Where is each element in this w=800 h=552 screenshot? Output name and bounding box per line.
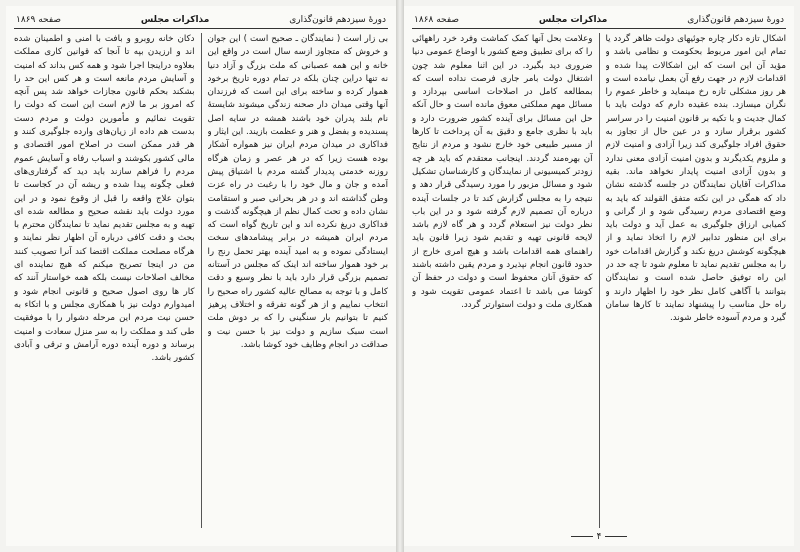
right-page-title: مذاکرات مجلس — [538, 15, 608, 25]
right-page-column-left-text: وعلامت بحل آنها کمک کماشت وفرد خرد راههائی را که برای تطبیق وضع کشور با اوضاع عمومی دنیا ضروری دید بگیرد. در این اثنا معلوم شد چون اشتغال دولت بامر جاری فرصت نداده است که بمطالعه کامل در اصلاحات اساسی بپردازد و مسائل مهم مملکتی معوق مانده است و حال آنکه حل این مسائل برای آینده کشور ضرورت دارد و باید با نظری جامع و دقیق به آن پرداخت تا کارها از مسیر طبیعی خود خارج نشود و مردم از نتایج آن بهره‌مند گردند. اینجانب معتقدم که باید هر چه زودتر کمیسیونی از نمایندگان و کارشناسان تشکیل شود و مسائل مزبور را مورد رسیدگی قرار دهد و نتیجه را به مجلس گزارش کند تا در جلسات آینده درباره آن تصمیم لازم گرفته شود و در این باب نظر دولت نیز استعلام گردد و هر گاه لازم باشد لایحه قانونی تهیه و تقدیم شود زیرا قانون باید راهنمای همه اقدامات باشد و هیچ امری خارج از حدود قانون انجام نپذیرد و مردم یقین داشته باشند که حقوق آنان محفوظ است و دولت در حفظ آن کوشا می باشد تا اعتماد عمومی تقویت شود و همکاری ملت و دولت استوارتر گردد. — [412, 34, 593, 310]
left-page-column-left — [14, 33, 195, 528]
left-page-column-right — [208, 33, 389, 528]
left-page-header — [14, 12, 388, 29]
right-page-header — [412, 12, 786, 29]
left-page-column-right-text: بی زار است ( نمایندگان ـ صحیح است ) این جوان و خروش که متجاوز ازسه سال است در واقع این خانه و این همه عصبانی که ملت بزرگ و آزاد دنیا نه تنها دراین چنان بلکه در تمام دوره تاریخ برخود هموار کرده و ساخته برای این است که فرزندان آنها وقتی میدان دار صحنه زندگی میشوند شایستهٔ نام بلند پدران خود باشند همشه در سایه اصل پسندیده و بفضل و هنر و عظمت بازیند. این ایثار و فداکاری در میدان مردم ایران نیز همواره آشکار بوده هست زیرا که در هر عصر و زمان هرگاه روزنه خدمتی پدیدار گشته مردم با اشتیاق پیش آمده و جان و مال خود را با رغبت در راه عزت وطن گذاشته اند و در هر بحرانی صبر و استقامت نشان داده و تحت کمال نظم از هیچگونه گذشت و فداکاری دریغ نکرده اند و این تاریخ گواه است که مردم ایران همیشه در برابر پیشامدهای سخت ایستادگی نموده و به امید آینده بهتر تحمل رنج را بر خود هموار ساخته اند اینک که مجلس در آستانه تصمیم بزرگی قرار دارد باید با نظر وسیع و دقت کامل و با توجه به مصالح عالیه کشور راه صحیح را انتخاب نماییم و از هر گونه تفرقه و اختلاف پرهیز کنیم تا بتوانیم بار سنگینی را که بر دوش ملت است سبک سازیم و دولت نیز با حسن نیت و صداقت در انجام وظایف خود کوشا باشد. — [207, 34, 388, 350]
book-gutter — [396, 0, 404, 552]
right-page-columns — [412, 33, 786, 528]
left-page — [6, 6, 396, 546]
column-divider — [599, 33, 600, 528]
right-page-column-left — [412, 33, 593, 528]
right-page-session: دورهٔ سیزدهم قانون‌گذاری — [687, 15, 784, 25]
left-page-title: مذاکرات مجلس — [140, 15, 210, 25]
right-page-column-right-text: اشکال تازه دکار چاره جوئیهای دولت ظاهر گردد یا تمام این امور مربوط بحکومت و نظامی باشد و مؤید آن این است که این اشکالات پیدا شده و اقدامات لازم در جهت رفع آن بعمل نیامده است و هر روز مشکلی تازه رخ مینماید و خاطر عموم را نگران میسازد. بنده عقیده دارم که دولت باید با کمال جدیت و با تکیه بر قانون امنیت را در سراسر کشور برقرار سازد و در عین حال از تجاوز به حقوق افراد جلوگیری کند زیرا آزادی و امنیت لازم و ملزوم یکدیگرند و بدون امنیت آزادی معنی ندارد و بدون آزادی امنیت پایدار نخواهد ماند. بقیه مذاکرات آقایان نمایندگان در جلسه گذشته نشان داد که همگی در این نکته متفق القولند که باید به وضع اقتصادی مردم رسیدگی شود و از گرانی و کمیابی ارزاق جلوگیری به عمل آید و دولت باید برای این منظور تدابیر لازم را اتخاذ نماید و از هیچگونه کوشش دریغ نکند و گزارش اقدامات خود را به مجلس تقدیم نماید تا معلوم شود تا چه حد در این راه توفیق حاصل شده است و نمایندگان بتوانند با آگاهی کامل نظر خود را اظهار دارند و راه حل مناسب را پیشنهاد نمایند تا کارها سامان گیرد و مردم آسوده خاطر شوند. — [605, 34, 786, 324]
left-page-number-header: صفحه ۱۸۶۹ — [16, 15, 62, 25]
right-page-footer-number: ۴ — [404, 532, 794, 542]
right-page-number-header: صفحه ۱۸۶۸ — [414, 15, 460, 25]
column-divider — [201, 33, 202, 528]
left-page-columns — [14, 33, 388, 528]
right-page — [404, 6, 794, 546]
right-page-column-right — [606, 33, 787, 528]
left-page-column-left-text: دکان خانه روبرو و بافت با امنی و اطمینان شده اند و ارزیدن بپه تا آنجا که قوانین کاری مملکت بعلاوه دراینجا اجرا شود و همه کس بداند که امنیت و آسایش مردم مانعه است و هر کس این حد را بشکند بحکم قانون مجازات خواهد شد پس آنچه که امروز بر ما لازم است این است که دولت را تقویت نمائیم و مأمورین دولت و مردم دست بدست هم داده از زیان‌های وارده جلوگیری کنند و هر قدر ممکن است در اصلاح امور اقتصادی و مالی کشور بکوشند و اسباب رفاه و آسایش عموم مردم را فراهم سازند باید دید که گرفتاری‌های فعلی چگونه پیدا شده و ریشه آن در کجاست تا بتوان علاج واقعه را قبل از وقوع نمود و در این مورد دولت باید نقشه صحیح و مطالعه شده ای تهیه و به مجلس تقدیم نماید تا نمایندگان محترم با بحث و دقت کافی درباره آن اظهار نظر نمایند و هرگاه مصلحت مملکت اقتضا کند آنرا تصویب کنند من در اینجا تصریح میکنم که هیچ نماینده ای مخالف اصلاحات نیست بلکه همه خواستار آنند که کار ها روی اصول صحیح و قانونی انجام شود و امیدوارم دولت نیز با همکاری مجلس و با اتکاء به حسن نیت مردم این مرحله دشوار را با موفقیت طی کند و مملکت را به سر منزل سعادت و امنیت برساند و دوره آینده دوره آرامش و ترقی و آبادی کشور باشد. — [14, 34, 195, 364]
left-page-session: دورهٔ سیزدهم قانون‌گذاری — [289, 15, 386, 25]
